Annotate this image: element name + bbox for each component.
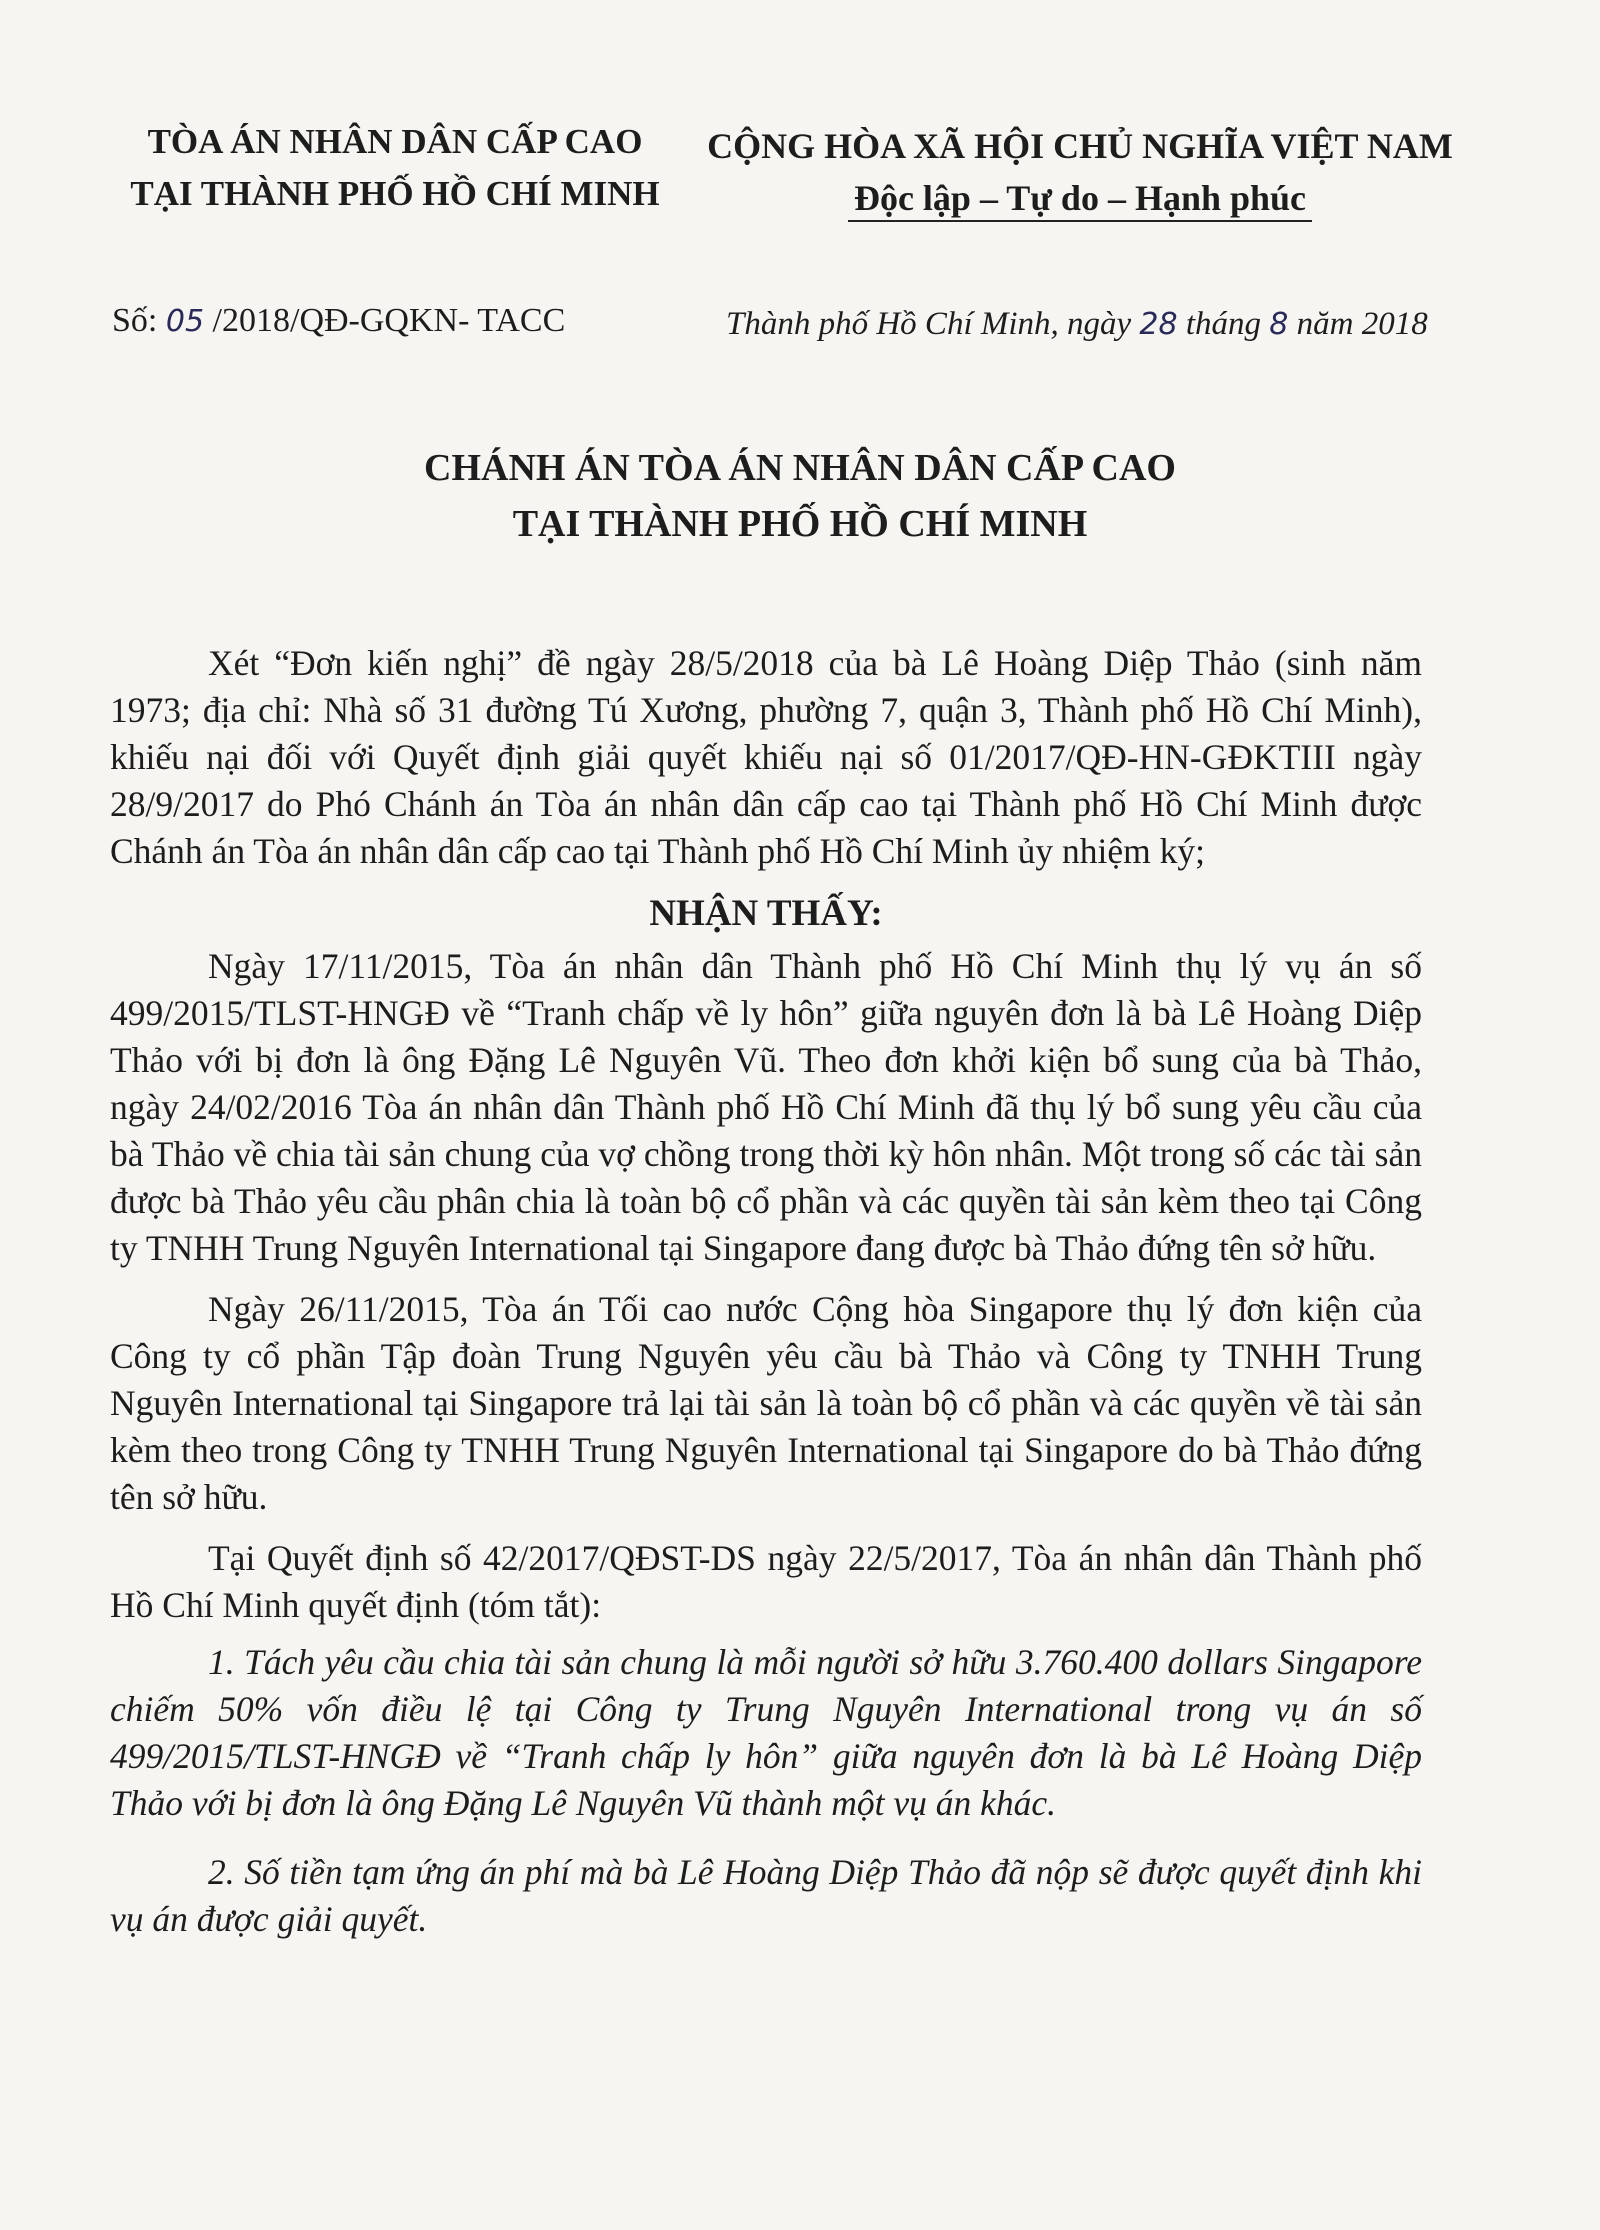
doc-number-handwritten: 05 [165, 304, 205, 339]
date-day-handwritten: 28 [1139, 307, 1178, 342]
date-text-1: Thành phố Hồ Chí Minh, ngày [726, 306, 1140, 342]
document-title [0, 440, 1600, 552]
document-body [110, 640, 1422, 1965]
paragraph-consideration: Xét “Đơn kiến nghị” đề ngày 28/5/2018 của bà Lê Hoàng Diệp Thảo (sinh năm 1973; địa chỉ: Nhà số 31 đường Tú Xương, phường 7, quận 3, Thành phố Hồ Chí Minh), khiếu nại đối với Quyết định giải quyết khiếu nại số 01/2017/QĐ-HN-GĐKTIII ngày 28/9/2017 do Phó Chánh án Tòa án nhân dân cấp cao tại Thành phố Hồ Chí Minh được Chánh án Tòa án nhân dân cấp cao tại Thành phố Hồ Chí Minh ủy nhiệm ký; [110, 643, 1422, 871]
paragraph-decision-summary: Tại Quyết định số 42/2017/QĐST-DS ngày 22/5/2017, Tòa án nhân dân Thành phố Hồ Chí Minh quyết định (tóm tắt): [110, 1538, 1422, 1625]
decision-item-2: 2. Số tiền tạm ứng án phí mà bà Lê Hoàng Diệp Thảo đã nộp sẽ được quyết định khi vụ án được giải quyết. [110, 1852, 1422, 1939]
date-text-3: năm 2018 [1288, 306, 1428, 342]
doc-number-suffix: /2018/QĐ-GQKN- TACC [204, 302, 566, 339]
court-name-line1: TÒA ÁN NHÂN DÂN CẤP CAO [147, 122, 643, 161]
paragraph-singapore-court: Ngày 26/11/2015, Tòa án Tối cao nước Cộng hòa Singapore thụ lý đơn kiện của Công ty cổ phần Tập đoàn Trung Nguyên yêu cầu bà Thảo và Công ty TNHH Trung Nguyên International tại Singapore trả lại tài sản là toàn bộ cổ phần và các quyền về tài sản kèm theo trong Công ty TNHH Trung Nguyên International tại Singapore do bà Thảo đứng tên sở hữu. [110, 1289, 1422, 1517]
date-line [726, 306, 1428, 343]
title-line2: TẠI THÀNH PHỐ HỒ CHÍ MINH [512, 503, 1088, 545]
date-month-handwritten: 8 [1269, 307, 1289, 342]
court-name-line2: TẠI THÀNH PHỐ HỒ CHÍ MINH [130, 174, 660, 213]
national-motto: Độc lập – Tự do – Hạnh phúc [848, 176, 1312, 222]
court-header [95, 116, 695, 220]
date-text-2: tháng [1177, 306, 1270, 342]
title-line1: CHÁNH ÁN TÒA ÁN NHÂN DÂN CẤP CAO [424, 447, 1176, 489]
national-header [700, 120, 1460, 224]
decision-item-1: 1. Tách yêu cầu chia tài sản chung là mỗi người sở hữu 3.760.400 dollars Singapore chiếm 50% vốn điều lệ tại Công ty Trung Nguyên International trong vụ án số 499/2015/TLST-HNGĐ về “Tranh chấp ly hôn” giữa nguyên đơn là bà Lê Hoàng Diệp Thảo với bị đơn là ông Đặng Lê Nguyên Vũ thành một vụ án khác. [110, 1642, 1422, 1823]
paragraph-case-acceptance: Ngày 17/11/2015, Tòa án nhân dân Thành phố Hồ Chí Minh thụ lý vụ án số 499/2015/TLST-HNGĐ về “Tranh chấp về ly hôn” giữa nguyên đơn là bà Lê Hoàng Diệp Thảo với bị đơn là ông Đặng Lê Nguyên Vũ. Theo đơn khởi kiện bổ sung của bà Thảo, ngày 24/02/2016 Tòa án nhân dân Thành phố Hồ Chí Minh đã thụ lý bổ sung yêu cầu của bà Thảo về chia tài sản chung của vợ chồng trong thời kỳ hôn nhân. Một trong số các tài sản được bà Thảo yêu cầu phân chia là toàn bộ cổ phần và các quyền tài sản kèm theo tại Công ty TNHH Trung Nguyên International tại Singapore đang được bà Thảo đứng tên sở hữu. [110, 946, 1422, 1268]
document-number [112, 302, 565, 340]
section-heading-findings: NHẬN THẤY: [649, 893, 883, 934]
country-name: CỘNG HÒA XÃ HỘI CHỦ NGHĨA VIỆT NAM [707, 126, 1453, 166]
doc-number-prefix: Số: [112, 302, 166, 339]
